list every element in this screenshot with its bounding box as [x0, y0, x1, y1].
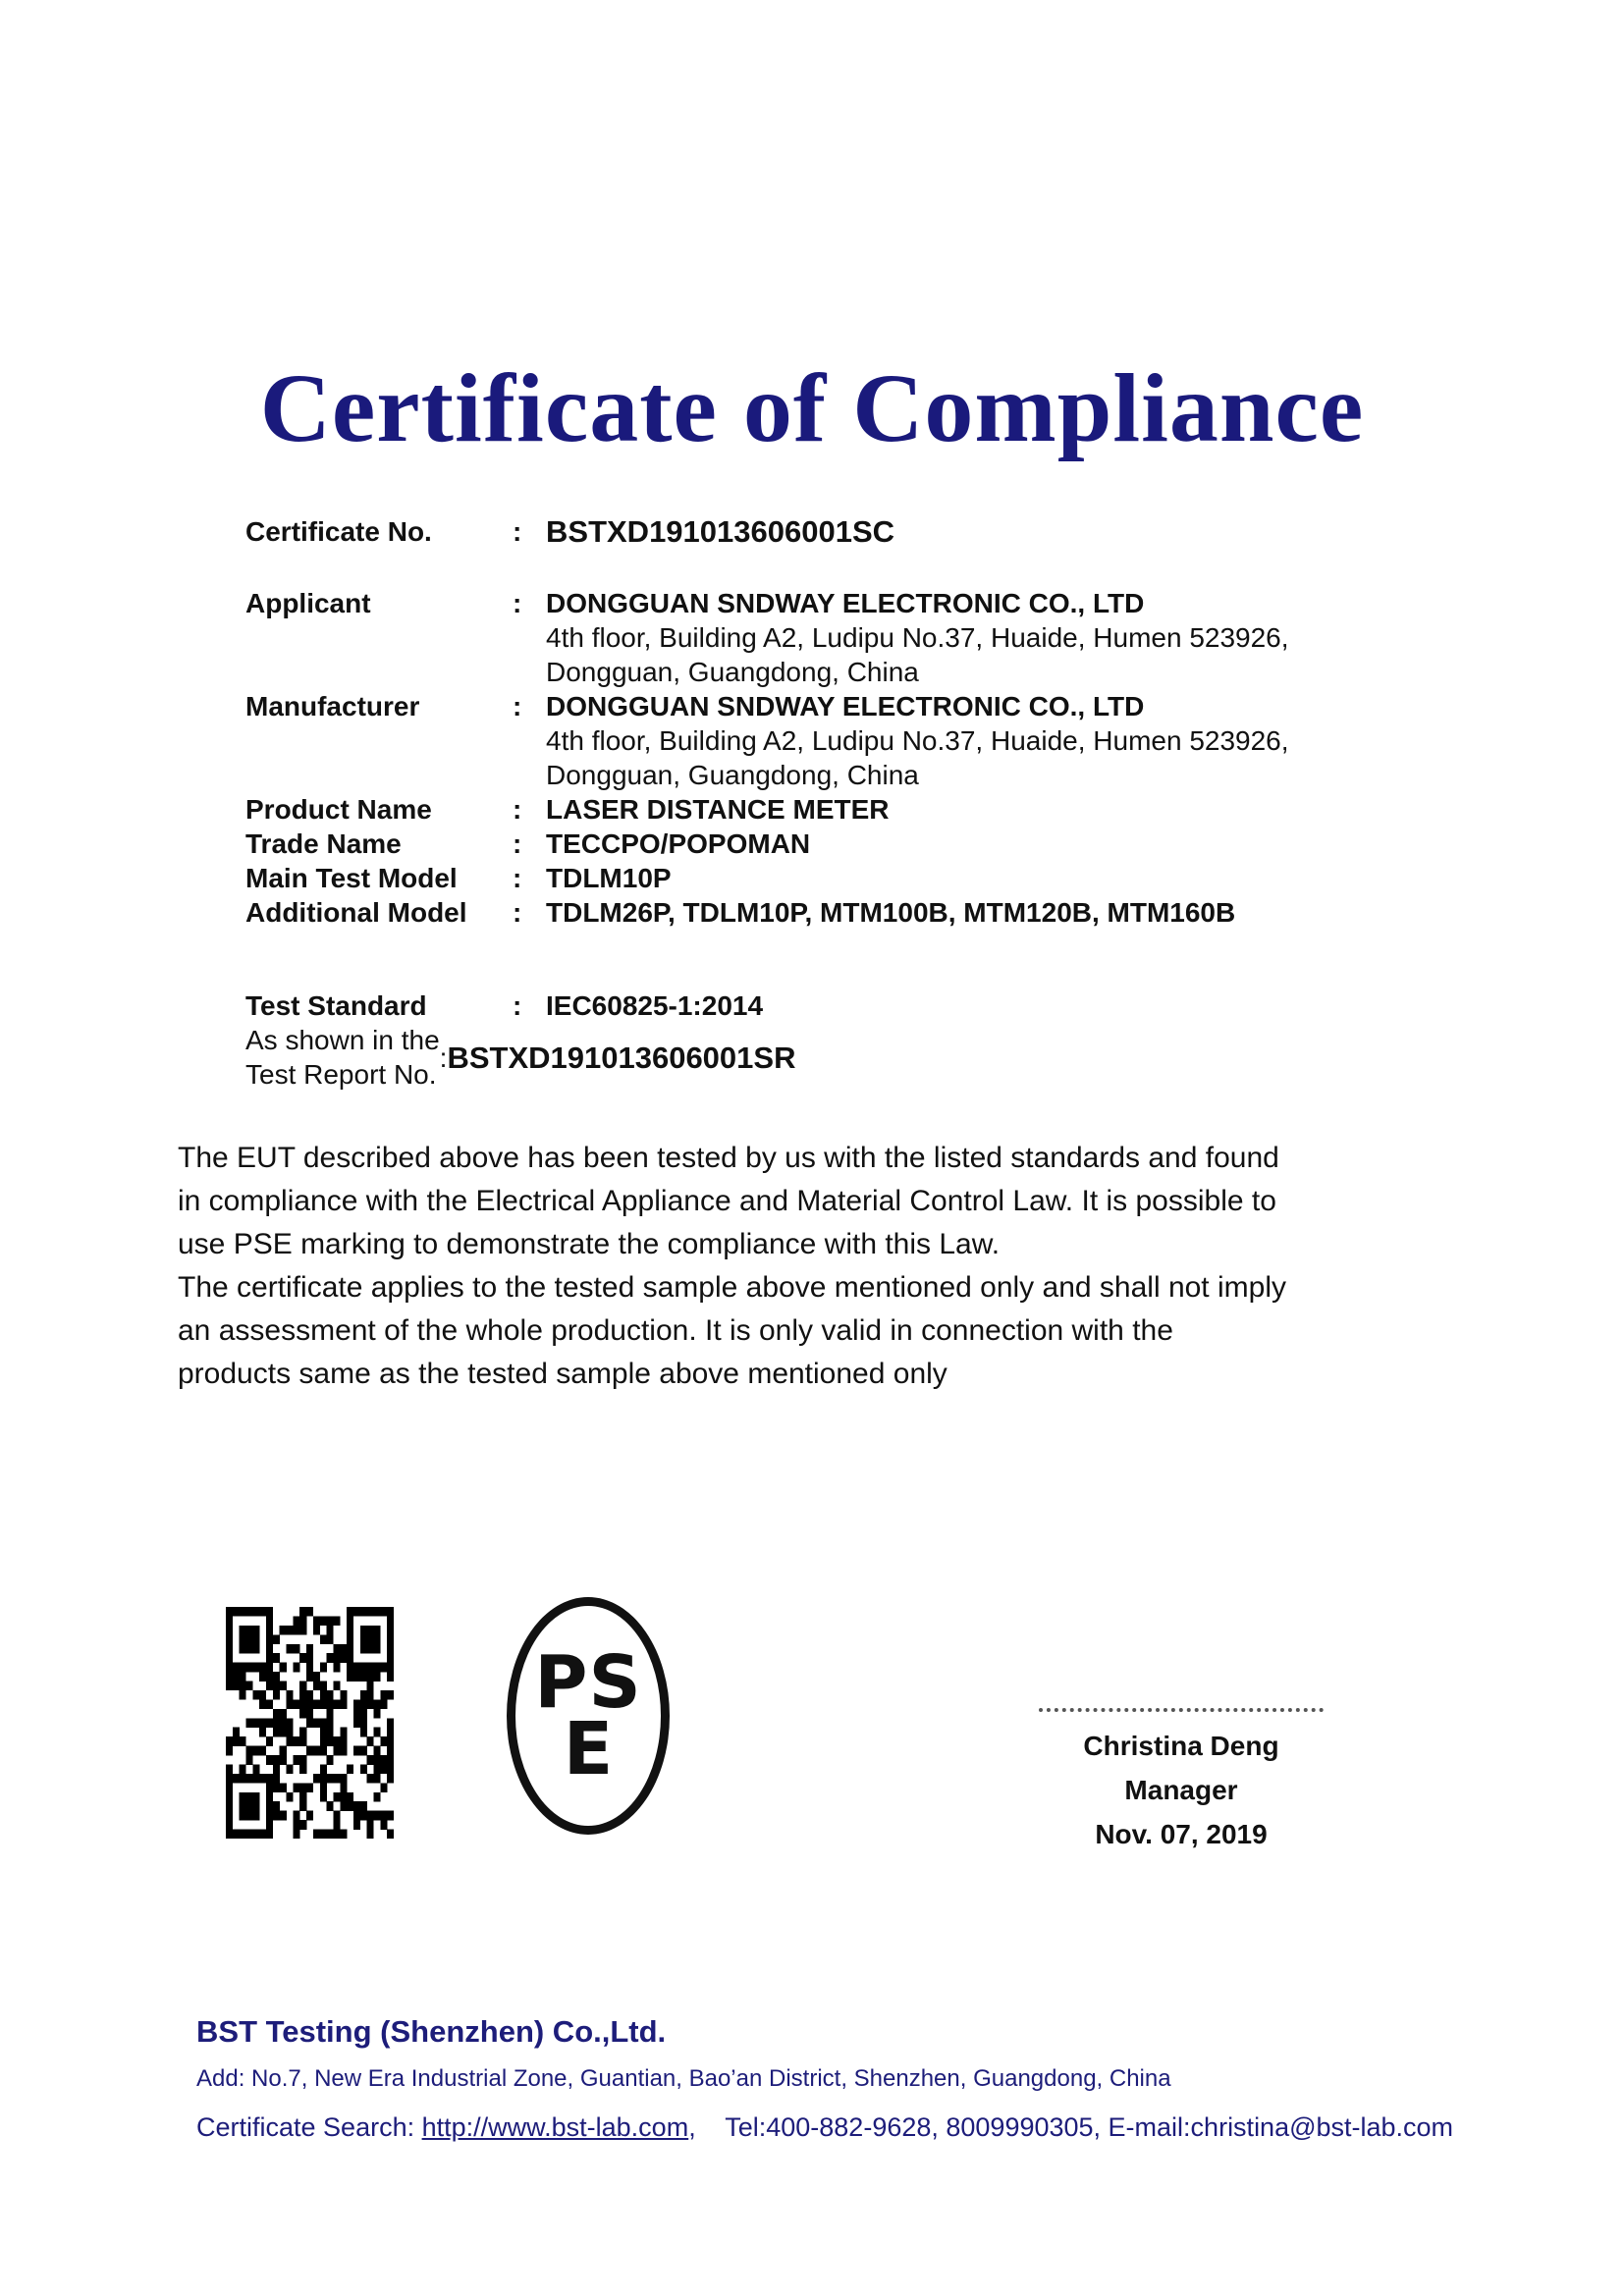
declaration-line: products same as the tested sample above mentioned only — [178, 1358, 947, 1390]
qr-code — [226, 1607, 394, 1839]
issuer-company-name: BST Testing (Shenzhen) Co.,Ltd. — [196, 2014, 667, 2049]
manufacturer-value — [546, 689, 1289, 792]
trade-name-value: TECCPO/POPOMAN — [546, 828, 811, 859]
field-colon: : — [513, 588, 522, 618]
field-colon: : — [439, 1041, 448, 1073]
field-label: Certificate No. — [245, 516, 432, 547]
pse-mark-letters-top: PS — [534, 1640, 642, 1725]
declaration-line: in compliance with the Electrical Appliance and Material Control Law. It is possible to — [178, 1185, 1276, 1217]
field-product-name — [245, 792, 1453, 827]
field-label: Manufacturer — [245, 691, 420, 721]
field-label: Additional Model — [245, 897, 467, 928]
declaration-line: an assessment of the whole production. It is only valid in connection with the — [178, 1314, 1173, 1347]
signature-block — [1039, 1708, 1324, 1856]
field-test-standard — [245, 988, 1453, 1023]
field-trade-name — [245, 827, 1453, 861]
manufacturer-name: DONGGUAN SNDWAY ELECTRONIC CO., LTD — [546, 691, 1145, 721]
field-label: Applicant — [245, 588, 371, 618]
test-report-number: BSTXD191013606001SR — [447, 1040, 796, 1075]
field-colon: : — [513, 691, 522, 721]
field-colon: : — [513, 828, 522, 859]
field-additional-model — [245, 895, 1453, 930]
applicant-address-line1: 4th floor, Building A2, Ludipu No.37, Huaide, Humen 523926, — [546, 622, 1289, 653]
certificate-number: BSTXD191013606001SC — [546, 514, 895, 549]
declaration-line: The EUT described above has been tested by us with the listed standards and found — [178, 1142, 1279, 1174]
field-main-test-model — [245, 861, 1453, 895]
applicant-value — [546, 586, 1289, 689]
manufacturer-address-line2: Dongguan, Guangdong, China — [546, 760, 919, 790]
field-applicant — [245, 586, 1453, 689]
declaration-text — [178, 1137, 1454, 1396]
issuer-address: Add: No.7, New Era Industrial Zone, Guantian, Bao’an District, Shenzhen, Guangdong, China — [196, 2065, 1171, 2092]
declaration-line: use PSE marking to demonstrate the compliance with this Law. — [178, 1228, 1001, 1260]
field-label: Product Name — [245, 794, 432, 825]
field-manufacturer — [245, 689, 1453, 792]
issuer-footer — [196, 2014, 1512, 2143]
test-report-label-line2: Test Report No. — [245, 1059, 437, 1090]
applicant-address-line2: Dongguan, Guangdong, China — [546, 657, 919, 687]
issuer-contact-info: , Tel:400-882-9628, 8009990305, E-mail:christina@bst-lab.com — [688, 2112, 1454, 2142]
field-test-report-no — [245, 1023, 1453, 1092]
field-label: Test Standard — [245, 990, 427, 1021]
test-standard-value: IEC60825-1:2014 — [546, 990, 764, 1021]
field-colon: : — [513, 897, 522, 928]
field-colon: : — [513, 863, 522, 893]
main-test-model-value: TDLM10P — [546, 863, 672, 893]
product-name-value: LASER DISTANCE METER — [546, 794, 890, 825]
additional-model-value: TDLM26P, TDLM10P, MTM100B, MTM120B, MTM160B — [546, 897, 1236, 928]
pse-mark-letter-bottom: E — [563, 1707, 614, 1791]
signer-name: Christina Deng — [1083, 1731, 1279, 1761]
field-label: Main Test Model — [245, 863, 458, 893]
field-label — [245, 1023, 440, 1092]
certificate-info — [245, 514, 1453, 1092]
signature-date: Nov. 07, 2019 — [1095, 1819, 1268, 1849]
signature-dotted-line — [1039, 1708, 1324, 1712]
certificate-search-line — [196, 2112, 1512, 2143]
field-label: Trade Name — [245, 828, 402, 859]
pse-mark-logo — [507, 1597, 670, 1835]
field-colon: : — [513, 990, 522, 1021]
field-colon: : — [513, 794, 522, 825]
certificate-title: Certificate of Compliance — [259, 353, 1365, 462]
manufacturer-address-line1: 4th floor, Building A2, Ludipu No.37, Huaide, Humen 523926, — [546, 725, 1289, 756]
certificate-search-label: Certificate Search: — [196, 2112, 422, 2142]
test-report-label-line1: As shown in the — [245, 1025, 440, 1055]
declaration-line: The certificate applies to the tested sample above mentioned only and shall not imply — [178, 1271, 1286, 1304]
certificate-search-link[interactable]: http://www.bst-lab.com — [421, 2112, 689, 2142]
field-certificate-no — [245, 514, 1453, 549]
applicant-name: DONGGUAN SNDWAY ELECTRONIC CO., LTD — [546, 588, 1145, 618]
signer-role: Manager — [1124, 1775, 1238, 1805]
field-colon: : — [513, 516, 522, 547]
